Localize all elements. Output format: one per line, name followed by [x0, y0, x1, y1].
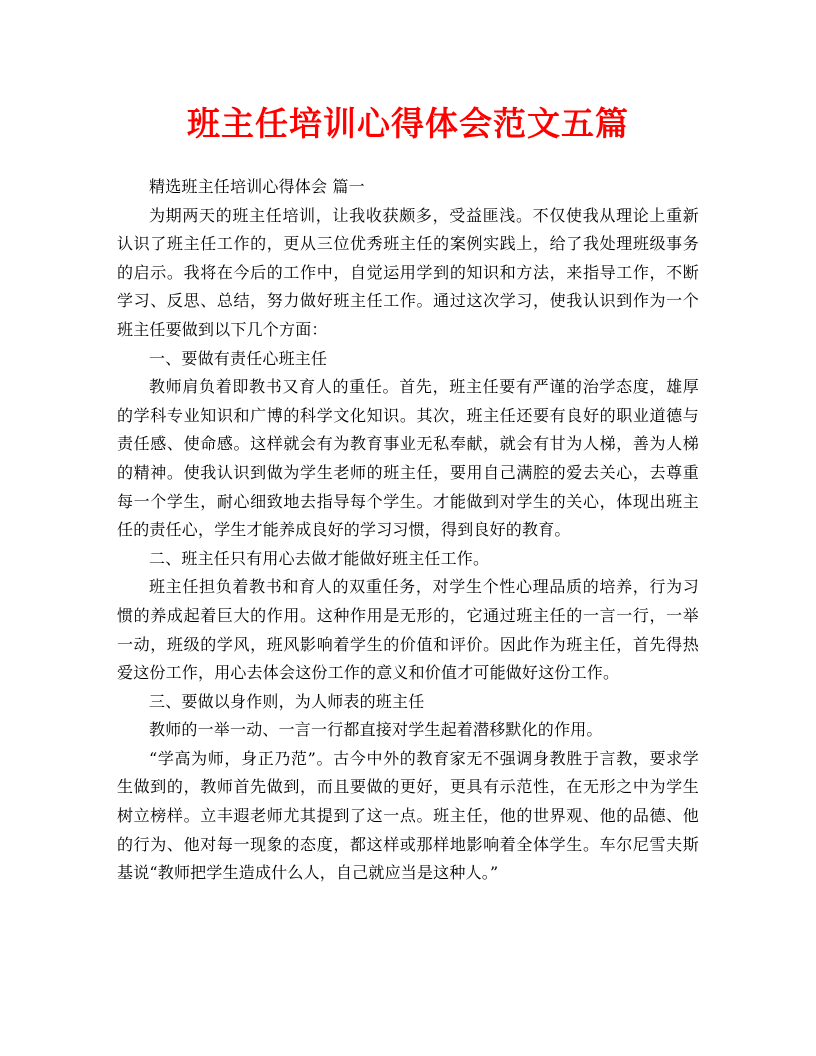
- document-title: 班主任培训心得体会范文五篇: [187, 104, 629, 143]
- paragraph: 为期两天的班主任培训，让我收获颇多，受益匪浅。不仅使我从理论上重新认识了班主任工作的，更从三位优秀班主任的案例实践上，给了我处理班级事务的启示。我将在今后的工作中，自觉运用学到的知识和方法，来指导工作，不断学习、反思、总结，努力做好班主任工作。通过这次学习，使我认识到作为一个班主任要做到以下几个方面：: [117, 205, 699, 339]
- paragraph: 教师肩负着即教书又育人的重任。首先，班主任要有严谨的治学态度，雄厚的学科专业知识和广博的科学文化知识。其次，班主任还要有良好的职业道德与责任感、使命感。这样就会有为教育事业无私奉献，就会有甘为人梯，善为人梯的精神。使我认识到做为学生老师的班主任，要用自己满腔的爱去关心，去尊重每一个学生，耐心细致地去指导每个学生。才能做到对学生的关心，体现出班主任的责任心，学生才能养成良好的学习习惯，得到良好的教育。: [117, 377, 699, 540]
- paragraph: 班主任担负着教书和育人的双重任务，对学生个性心理品质的培养，行为习惯的养成起着巨大的作用。这种作用是无形的，它通过班主任的一言一行，一举一动，班级的学风，班风影响着学生的价值和评价。因此作为班主任，首先得热爱这份工作，用心去体会这份工作的意义和价值才可能做好这份工作。: [117, 577, 699, 683]
- section-heading: 一、要做有责任心班主任: [149, 348, 328, 368]
- paragraph: “学高为师，身正乃范”。古今中外的教育家无不强调身教胜于言教，要求学生做到的，教师首先做到，而且要做的更好，更具有示范性，在无形之中为学生树立榜样。立丰遐老师尤其提到了这一点。班主任，他的世界观、他的品德、他的行为、他对每一现象的态度，都这样或那样地影响着全体学生。车尔尼雪夫斯基说“教师把学生造成什么人，自己就应当是这种人。”: [117, 748, 699, 883]
- section-heading: 二、班主任只有用心去做才能做好班主任工作。: [149, 548, 490, 568]
- paragraph: 精选班主任培训心得体会 篇一: [149, 177, 365, 196]
- document-body: [117, 173, 699, 888]
- paragraph: 教师的一举一动、一言一行都直接对学生起着潜移默化的作用。: [149, 720, 603, 740]
- section-heading: 三、要做以身作则，为人师表的班主任: [149, 691, 425, 711]
